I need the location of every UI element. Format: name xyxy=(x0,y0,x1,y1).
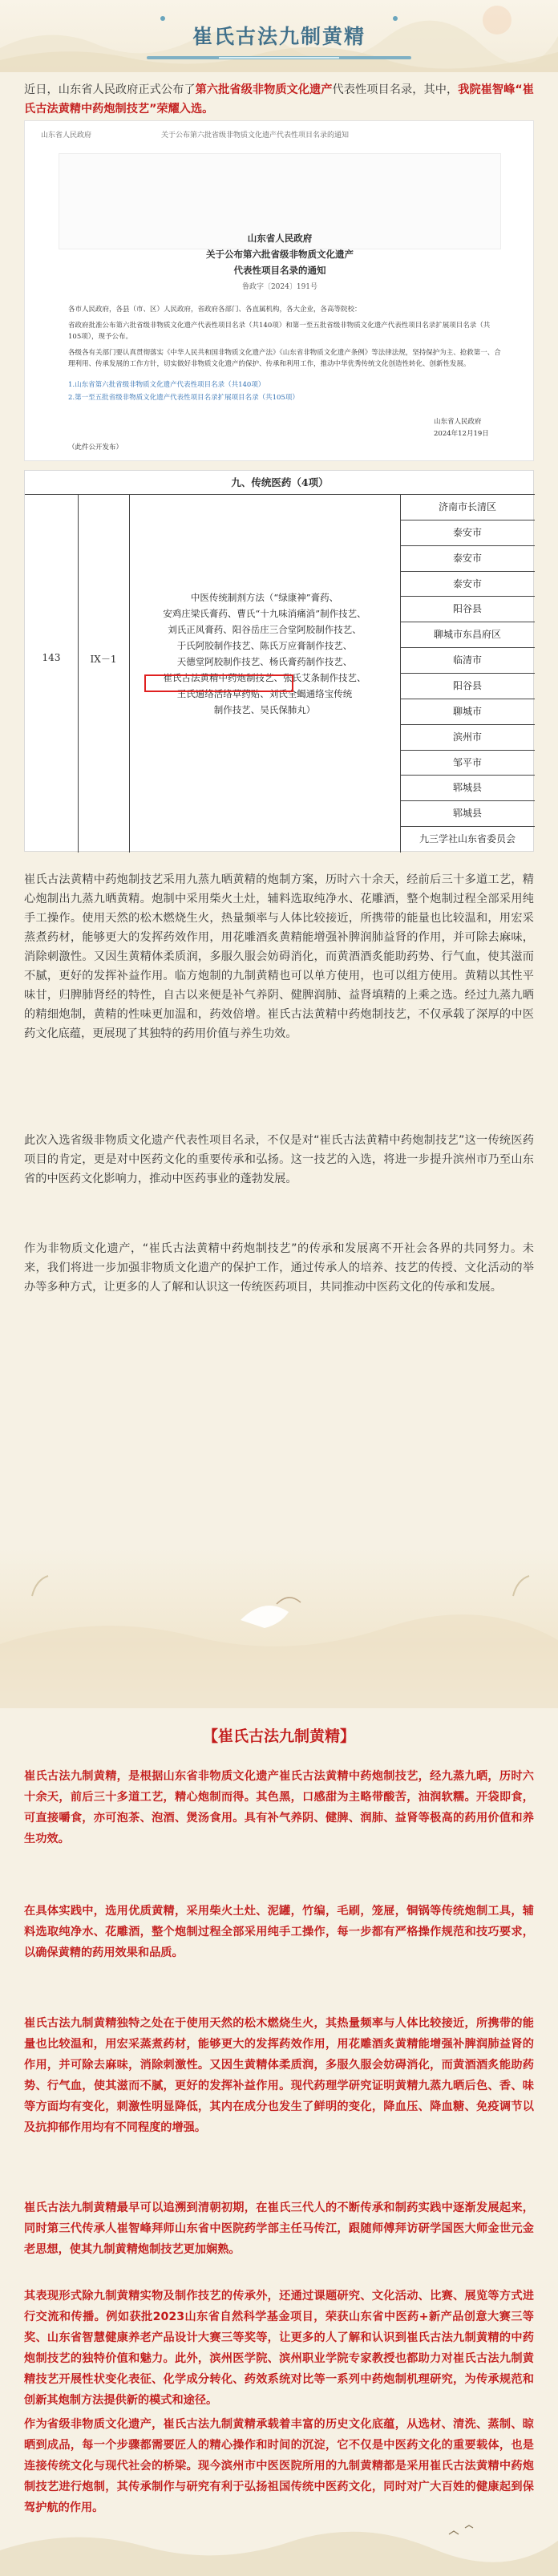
table-region-cell: 邹平市 xyxy=(400,751,535,776)
article-paragraph-1: 崔氏古法黄精中药炮制技艺采用九蒸九晒黄精的炮制方案，历时六十余天，经前后三十多道工艺，精心炮制出九蒸九晒黄精。炮制中采用柴火土灶，辅料选取纯净水、花雕酒，整个炮制过程全部采用纯手工操作。使用天然的松木燃烧生火，热量频率与人体比较接近，所携带的能量也比较温和，用宏采蒸煮药材，能够更大的发挥药效作用，用花雕酒炙黄精能增强补脾润肺益肾的作用，并可除去麻味，消除刺激性。又因生黄精体柔质润，多服久服会妨碍消化，而黄酒酒炙能助药势、行气血，使其滋而不腻，更好的发挥补益作用。临方炮制的九制黄精也可以单方使用，也可以组方使用。黄精以其性平味甘，归脾肺肾经的特性，自古以来便是补气养阴、健脾润肺、益肾填精的上乘之选。经过九蒸九晒的精细炮制，黄精的性味更加温和，药效倍增。崔氏古法黄精中药炮制技艺，不仅承载了深厚的中医药文化底蕴，更展现了其独特的药用价值与养生功效。 xyxy=(24,873,534,1040)
table-desc-line: 崔氏古法黄精中药炮制技艺、张氏艾条制作技艺、 xyxy=(163,672,366,683)
notice-paragraph-2-b: 105项），现予公布。 xyxy=(68,333,132,341)
notice-doc-number: 鲁政字〔2024〕191号 xyxy=(241,283,318,291)
title-underline xyxy=(147,56,411,59)
table-region-cell: 临清市 xyxy=(400,648,535,674)
article-paragraph-3: 作为非物质文化遗产，“崔氏古法黄精中药炮制技艺”的传承和发展离不开社会各界的共同努力。未来，我们将进一步加强非物质文化遗产的保护工作，通过传承人的培养、技艺的传授、文化活动的举办等多种方式，让更多的人了解和认识这一传统医药项目，共同推动中医药文化的传承和发展。 xyxy=(24,1242,534,1294)
heritage-list-table-image xyxy=(24,470,534,852)
section-paragraph-1: 崔氏古法九制黄精，是根据山东省非物质文化遗产崔氏古法黄精中药炮制技艺，经九蒸九晒，历时六十余天，前后三十多道工艺，精心炮制而得。其色黑，口感甜为主略带酸苦，油润软糯。开袋即食，可直接嚼食，亦可泡茶、泡酒、煲汤食用。具有补气养阴、健脾、润肺、益肾等极高的药用价值和养生功效。 xyxy=(24,1770,534,1845)
table-region-cell: 郓城县 xyxy=(400,776,535,801)
table-region-cell: 济南市长清区 xyxy=(400,495,535,520)
notice-signature: 山东省人民政府 xyxy=(434,418,482,426)
section-paragraph-4: 崔氏古法九制黄精最早可以追溯到清朝初期，在崔氏三代人的不断传承和制药实践中逐渐发展起来，同时第三代传承人崔智峰拜师山东省中医院药学部主任马传江，跟随师傅拜访研学国医大师金世元金老思想，使其九制黄精炮制技艺更加娴熟。 xyxy=(24,2201,534,2256)
table-desc-line: 中医传统制剂方法（“绿康神”膏药、 xyxy=(190,592,339,603)
notice-paragraph-2 xyxy=(68,320,501,342)
section-title: 【崔氏古法九制黄精】 xyxy=(202,1727,355,1745)
notice-paragraph-1: 各市人民政府，各县（市、区）人民政府，省政府各部门、各直属机构，各大企业，各高等院校： xyxy=(68,306,362,314)
ink-decoration xyxy=(0,1548,558,1708)
table-region-cell: 泰安市 xyxy=(400,520,535,546)
table-region-cell: 泰安市 xyxy=(400,546,535,572)
table-region-cell: 阳谷县 xyxy=(400,674,535,699)
section-paragraph-2: 在具体实践中，选用优质黄精，采用柴火土灶、泥罐，竹编，毛刷，笼屉，铜锅等传统炮制工具，辅料选取纯净水、花雕酒，整个炮制过程全部采用纯手工操作，每一步都有严格操作规范和技巧要求，以确保黄精的药用效果和品质。 xyxy=(24,1905,534,1959)
table-region-cell: 郓城县 xyxy=(400,801,535,827)
intro-highlight-1: 第六批省级非物质文化遗产 xyxy=(195,83,333,96)
page-title: 崔氏古法九制黄精 xyxy=(192,25,366,48)
notice-attachment-link-2[interactable]: 2.第一至五批省级非物质文化遗产代表性项目名录扩展项目名录（共105项） xyxy=(68,394,299,402)
notice-attachment-link-1[interactable]: 1.山东省第六批省级非物质文化遗产代表性项目名录（共140项） xyxy=(68,381,265,389)
table-row-number: 143 xyxy=(42,652,61,663)
table-col-divider-2 xyxy=(129,495,130,853)
section-paragraph-3: 崔氏古法九制黄精独特之处在于使用天然的松木燃烧生火，其热量频率与人体比较接近，所携带的能量也比较温和，用宏采蒸煮药材，能够更大的发挥药效作用，用花雕酒炙黄精能增强补脾润肺益肾的作用，并可除去麻味，消除刺激性。又因生黄精体柔质润，多服久服会妨碍消化，而黄酒酒炙能助药势、行气血，使其滋而不腻，更好的发挥补益作用。现代药理学研究证明黄精九蒸九晒后色、香、味等方面均有变化，刺激性明显降低，其内在成分也发生了鲜明的变化，降血压、降血糖、免疫调节以及抗抑郁作用均有不同程度的增强。 xyxy=(24,2017,534,2134)
table-description xyxy=(132,589,397,718)
table-region-cell: 聊城市 xyxy=(400,699,535,725)
notice-publish-note: （此件公开发布） xyxy=(68,444,123,452)
section-paragraph-5: 其表现形式除九制黄精实物及制作技艺的传承外，还通过课题研究、文化活动、比赛、展览等方式进行交流和传播。例如获批2023山东省自然科学基金项目，荣获山东省中医药+新产品创意大赛三等奖、山东省智慧健康养老产品设计大赛三等奖等，让更多的人了解和认识到崔氏古法九制黄精的中药炮制技艺的独特价值和魅力。此外，滨州医学院、滨州职业学院专家教授也都助力对崔氏古法九制黄精技艺开展性状变化表征、化学成分转化、药效系统对比等一系列中药炮制机理研究，为传承规范和创新其炮制方法提供新的模式和途径。 xyxy=(24,2290,534,2407)
notice-title-1: 山东省人民政府 xyxy=(247,233,313,244)
page-header xyxy=(0,0,558,72)
table-region-cell: 聊城市东昌府区 xyxy=(400,622,535,648)
notice-paragraph-3-a: 各级各有关部门要认真贯彻落实《中华人民共和国非物质文化遗产法》《山东省非物质文化遗产条例》等法律法规，坚持保护为主、抢救第一、 xyxy=(68,349,495,357)
table-desc-line: 安鸡庄梁氏膏药、曹氏“十九味消痛消”制作技艺、 xyxy=(163,608,366,619)
intro-paragraph xyxy=(24,80,534,119)
notice-paragraph-3 xyxy=(68,347,501,370)
notice-date: 2024年12月19日 xyxy=(434,430,489,438)
notice-paragraph-2-a: 省政府批准公布第六批省级非物质文化遗产代表性项目名录（共140项）和第一至五批省级非物质文化遗产代表性项目名录扩展项目名录（共 xyxy=(68,322,491,330)
table-desc-line: 天德堂阿胶制作技艺、杨氏膏药制作技艺、 xyxy=(176,656,353,667)
table-desc-line: 制作技艺、吴氏保肺丸） xyxy=(213,704,316,715)
intro-text-2: 代表性项目名录，其中， xyxy=(332,83,459,96)
table-row-code: IX－1 xyxy=(90,654,117,665)
intro-text-1: 近日，山东省人民政府正式公布了 xyxy=(24,83,196,96)
table-desc-line: 王氏通络活络草药贴、刘氏全蝎通络宝传统 xyxy=(176,688,353,699)
intro-highlight-2: 我院崔智峰“崔氏古法黄精中药炮制技艺”荣耀入选。 xyxy=(24,83,534,115)
table-region-cell: 阳谷县 xyxy=(400,597,535,622)
table-region-cell: 泰安市 xyxy=(400,572,535,597)
article-paragraph-2: 此次入选省级非物质文化遗产代表性项目名录，不仅是对“崔氏古法黄精中药炮制技艺”这一传统医药项目的肯定，更是对中医药文化的重要传承和弘扬。这一技艺的入选，将进一步提升滨州市乃至山东省的中医药文化影响力，推动中医药事业的蓬勃发展。 xyxy=(24,1134,534,1185)
notice-topbar-left: 山东省人民政府 xyxy=(41,132,92,140)
notice-paragraph-3-b: 合理利用、传承发展的工作方针，切实做好非物质文化遗产的保护、传承和利用工作，推动中华优秀传统文化创造性转化、创新性发展。 xyxy=(68,349,501,368)
table-desc-line: 于氏阿胶制作技艺、陈氏万应膏制作技艺、 xyxy=(176,640,353,651)
table-header: 九、传统医药（4项） xyxy=(25,471,535,495)
notice-topbar-right: 关于公布第六批省级非物质文化遗产代表性项目名录的通知 xyxy=(161,132,350,140)
footer-mountain-icon xyxy=(0,2510,558,2576)
highlight-box xyxy=(144,674,293,692)
table-region-cell: 滨州市 xyxy=(400,725,535,751)
notice-title-3: 代表性项目名录的通知 xyxy=(233,265,326,276)
table-desc-line: 刘氏正风膏药、阳谷岳庄三合堂阿胶制作技艺、 xyxy=(168,624,362,635)
government-notice-image xyxy=(24,120,534,461)
ink-landscape-icon xyxy=(0,1548,558,1708)
notice-title-2: 关于公布第六批省级非物质文化遗产 xyxy=(206,249,354,260)
title-ornament-right-icon xyxy=(393,16,398,21)
title-ornament-left-icon xyxy=(160,16,165,21)
table-col-divider-1 xyxy=(78,495,79,853)
section-paragraph-6: 作为省级非物质文化遗产，崔氏古法九制黄精承载着丰富的历史文化底蕴，从选材、清洗、蒸制、晾晒到成品，每一个步骤都需要匠人的精心操作和时间的沉淀，它不仅是中医药文化的重要载体，也是连接传统文化与现代社会的桥梁。现今滨州市中医医院所用的九制黄精都是采用崔氏古法黄精中药炮制技艺进行炮制，其传承制作与研究有利于弘扬祖国传统中医药文化，同时对广大百姓的健康起到保驾护航的作用。 xyxy=(24,2418,534,2514)
table-region-cell: 九三学社山东省委员会 xyxy=(418,833,516,845)
